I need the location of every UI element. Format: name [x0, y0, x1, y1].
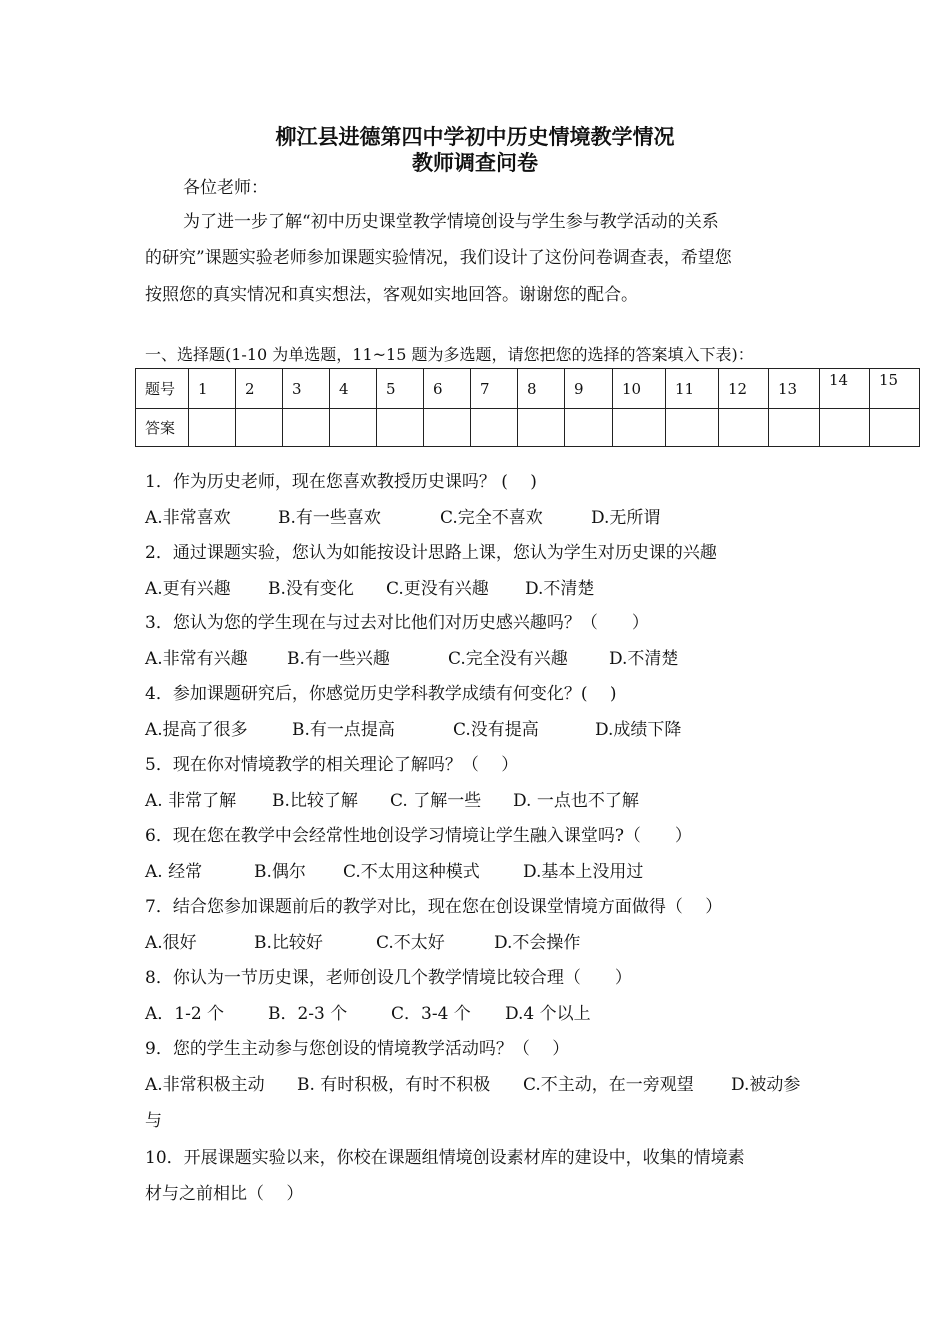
answer-cell[interactable]	[820, 409, 870, 447]
option-c[interactable]: C.不太好	[376, 933, 445, 953]
answer-cell[interactable]	[870, 409, 920, 447]
option-c[interactable]: C．3-4 个	[391, 1004, 471, 1024]
question-number-cell: 2	[236, 369, 283, 409]
answer-cell[interactable]	[719, 409, 769, 447]
question-5-options	[145, 789, 639, 813]
table-row-answers	[136, 409, 920, 447]
intro-line-3: 按照您的真实情况和真实想法，客观如实地回答。谢谢您的配合。	[145, 285, 638, 305]
question-number-cell: 13	[769, 369, 820, 409]
answer-cell[interactable]	[236, 409, 283, 447]
option-d[interactable]: D.被动参	[731, 1075, 801, 1095]
question-10: 10．开展课题实验以来，你校在课题组情境创设素材库的建设中，收集的情境素	[145, 1148, 745, 1168]
option-b[interactable]: B.比较了解	[272, 791, 358, 811]
question-number-cell: 3	[283, 369, 330, 409]
question-number-cell: 12	[719, 369, 769, 409]
answer-cell[interactable]	[189, 409, 236, 447]
intro-line-2: 的研究”课题实验老师参加课题实验情况，我们设计了这份问卷调查表，希望您	[145, 248, 732, 268]
question-3: 3．您认为您的学生现在与过去对比他们对历史感兴趣吗？（ ）	[145, 613, 649, 633]
option-b[interactable]: B. 有时积极，有时不积极	[297, 1075, 491, 1095]
answer-cell[interactable]	[330, 409, 377, 447]
option-b[interactable]: B．2-3 个	[268, 1004, 348, 1024]
option-c[interactable]: C.不太用这种模式	[343, 862, 480, 882]
option-b[interactable]: B.没有变化	[268, 579, 354, 599]
row-label-answer: 答案	[136, 409, 189, 447]
question-2: 2．通过课题实验，您认为如能按设计思路上课，您认为学生对历史课的兴趣	[145, 543, 717, 563]
answer-cell[interactable]	[424, 409, 471, 447]
option-c[interactable]: C.不主动，在一旁观望	[523, 1075, 694, 1095]
answer-cell[interactable]	[471, 409, 518, 447]
question-9-options	[145, 1073, 800, 1097]
intro-line-1: 为了进一步了解“初中历史课堂教学情境创设与学生参与教学活动的关系	[183, 212, 719, 232]
row-label-number: 题号	[136, 369, 189, 409]
answer-cell[interactable]	[377, 409, 424, 447]
option-a[interactable]: A.提高了很多	[145, 720, 248, 740]
section-title: 一、选择题(1-10 为单选题，11~15 题为多选题，请您把您的选择的答案填入下表)：	[145, 345, 754, 364]
answer-table	[135, 368, 920, 447]
option-d[interactable]: D.不会操作	[494, 933, 581, 953]
option-b[interactable]: B.偶尔	[254, 862, 306, 882]
answer-cell[interactable]	[769, 409, 820, 447]
option-a[interactable]: A.很好	[145, 933, 197, 953]
question-number-cell: 11	[666, 369, 719, 409]
option-a[interactable]: A.非常有兴趣	[145, 649, 248, 669]
option-a[interactable]: A. 非常了解	[145, 791, 237, 811]
answer-cell[interactable]	[565, 409, 613, 447]
document-title: 柳江县进德第四中学初中历史情境教学情况	[275, 124, 675, 149]
document-subtitle: 教师调查问卷	[412, 150, 538, 175]
question-7-options	[145, 931, 580, 955]
question-8: 8．你认为一节历史课，老师创设几个教学情境比较合理（ ）	[145, 968, 632, 988]
option-d[interactable]: D.基本上没用过	[523, 862, 644, 882]
option-c[interactable]: C.没有提高	[453, 720, 539, 740]
question-number-cell: 1	[189, 369, 236, 409]
question-number-cell: 9	[565, 369, 613, 409]
question-2-options	[145, 577, 594, 601]
option-d[interactable]: D.无所谓	[591, 508, 661, 528]
question-4: 4．参加课题研究后，你感觉历史学科教学成绩有何变化？( )	[145, 684, 617, 704]
question-1-options	[145, 506, 660, 530]
option-a[interactable]: A．1-2 个	[145, 1004, 225, 1024]
answer-cell[interactable]	[666, 409, 719, 447]
answer-cell[interactable]	[518, 409, 565, 447]
question-number-cell: 4	[330, 369, 377, 409]
question-10-continuation: 材与之前相比（ ）	[145, 1184, 304, 1204]
option-d[interactable]: D.成绩下降	[595, 720, 682, 740]
option-c[interactable]: C.更没有兴趣	[386, 579, 489, 599]
question-4-options	[145, 718, 681, 742]
question-9: 9．您的学生主动参与您创设的情境教学活动吗？（ ）	[145, 1039, 570, 1059]
question-7: 7．结合您参加课题前后的教学对比，现在您在创设课堂情境方面做得（ ）	[145, 897, 723, 917]
option-b[interactable]: B.有一些兴趣	[287, 649, 390, 669]
question-9-continuation: 与	[145, 1111, 162, 1131]
answer-cell[interactable]	[283, 409, 330, 447]
option-c[interactable]: C. 了解一些	[390, 791, 482, 811]
question-number-cell: 7	[471, 369, 518, 409]
question-number-cell: 15	[870, 369, 920, 409]
question-number-cell: 14	[820, 369, 870, 409]
option-d[interactable]: D.不清楚	[609, 649, 679, 669]
option-a[interactable]: A. 经常	[145, 862, 203, 882]
question-3-options	[145, 647, 678, 671]
option-b[interactable]: B.有一些喜欢	[278, 508, 381, 528]
question-number-cell: 10	[613, 369, 666, 409]
option-c[interactable]: C.完全没有兴趣	[448, 649, 568, 669]
option-d[interactable]: D. 一点也不了解	[513, 791, 639, 811]
question-6-options	[145, 860, 643, 884]
question-5: 5．现在你对情境教学的相关理论了解吗？（ ）	[145, 755, 519, 775]
option-c[interactable]: C.完全不喜欢	[440, 508, 543, 528]
option-b[interactable]: B.有一点提高	[292, 720, 395, 740]
question-1: 1．作为历史老师，现在您喜欢教授历史课吗？ ( )	[145, 472, 537, 492]
answer-cell[interactable]	[613, 409, 666, 447]
option-a[interactable]: A.非常积极主动	[145, 1075, 265, 1095]
question-number-cell: 5	[377, 369, 424, 409]
question-6: 6．现在您在教学中会经常性地创设学习情境让学生融入课堂吗?（ ）	[145, 826, 692, 846]
option-a[interactable]: A.非常喜欢	[145, 508, 231, 528]
option-d[interactable]: D.不清楚	[525, 579, 595, 599]
greeting: 各位老师：	[183, 178, 268, 198]
option-b[interactable]: B.比较好	[254, 933, 323, 953]
question-8-options	[145, 1002, 591, 1026]
question-number-cell: 6	[424, 369, 471, 409]
option-d[interactable]: D.4 个以上	[505, 1004, 591, 1024]
question-number-cell: 8	[518, 369, 565, 409]
table-row-numbers	[136, 369, 920, 409]
option-a[interactable]: A.更有兴趣	[145, 579, 231, 599]
